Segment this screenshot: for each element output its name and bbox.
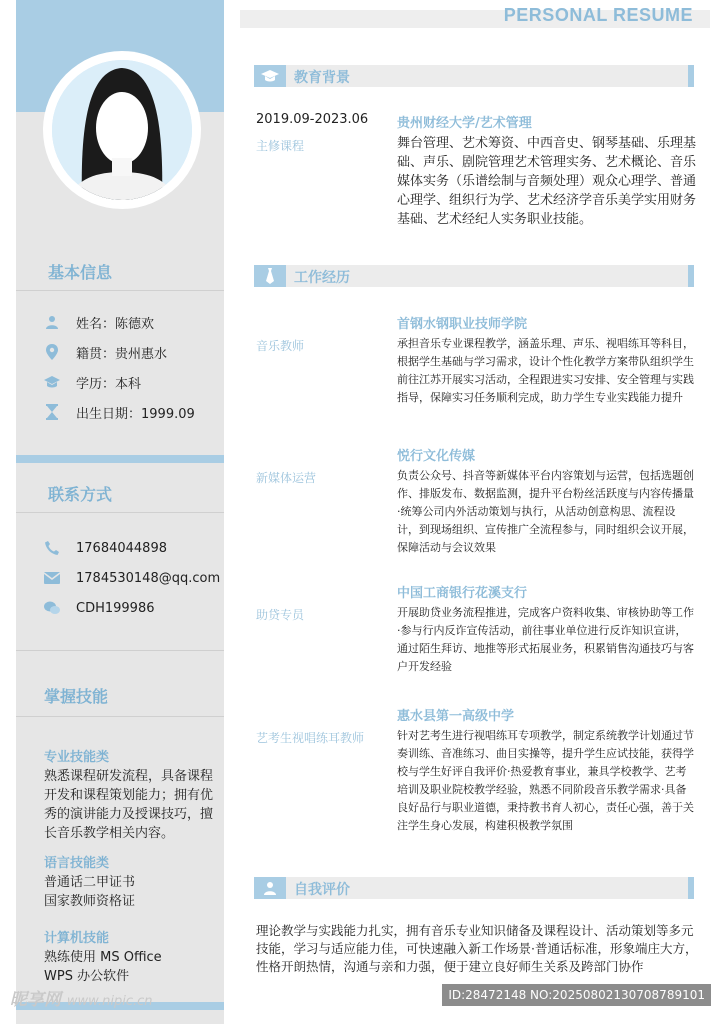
skill-group-text: 普通话二甲证书 国家教师资格证 [44,875,136,909]
basic-info-heading: 基本信息 [48,263,113,282]
info-hometown [44,342,167,362]
contact-email-text: 1784530148@qq.com [76,570,221,586]
self-eval-text: 理论教学与实践能力扎实，拥有音乐专业知识储备及课程设计、活动策划等多元技能，学习与适应能力佳，可快速融入新工作场景·普通话标准，形象端庄大方，性格开朗热情，沟通与亲和力强，便于建立良好师生关系及跨部门协作 [256,923,698,974]
divider [16,512,224,513]
self-eval-heading: 自我评价 [294,882,350,898]
skill-group-title: 专业技能类 [44,750,110,765]
job-description: 针对艺考生进行视唱练耳专项教学，制定系统教学计划通过节奏训练、音准练习、曲目实操等，提升学生应试技能，获得学校与学生好评自我评价·热爱教育事业，兼具学校教学、艺考培训及职业院校教学经验，熟悉不同阶段音乐教学需求·具备良好品行与职业道德，秉持教书育人初心，责任心强，善于关注学生身心发展，构建积极教学氛围 [397,729,694,832]
job-company: 悦行文化传媒 [397,449,476,464]
info-name-text: 姓名：陈德欢 [76,316,155,332]
education-courses: 舞台管理、艺术筹资、中西音史、钢琴基础、乐理基础、声乐、剧院管理艺术管理实务、艺术概论、音乐媒体实务（乐谱绘制与音频处理）观众心理学、普通心理学、组织行为学、艺术经济学音乐美学实用财务基础、艺术经纪人实务职业技能。 [397,136,697,227]
mail-icon [44,570,60,586]
job-role: 新媒体运营 [256,471,317,485]
avatar-photo [52,60,192,200]
info-education [44,372,141,392]
job-description: 开展助贷业务流程推进，完成客户资料收集、审核协助等工作·参与行内反诈宣传活动，前往事业单位进行反诈知识宣讲，通过陌生拜访、地推等形式拓展业务，积累销售沟通技巧与客户开发经验 [397,606,694,673]
education-label: 主修课程 [256,139,305,153]
avatar [52,60,192,200]
info-birth-text: 出生日期：1999.09 [76,406,195,422]
contact-heading: 联系方式 [48,485,113,504]
hourglass-icon [44,404,60,420]
info-hometown-text: 籍贯：贵州惠水 [76,346,168,362]
job-description: 负责公众号、抖音等新媒体平台内容策划与运营，包括选题创作、排版发布、数据监测，提升平台粉丝活跃度与内容传播量·统筹公司内外活动策划与执行，从活动创意构思、流程设计，到现场组织、宣传推广全流程参与，同时组织会议开展，保障活动与会议效果 [397,469,694,554]
education-date: 2019.09-2023.06 [256,112,369,127]
wechat-icon [44,600,60,616]
job-role: 艺考生视唱练耳教师 [256,731,365,745]
phone-icon [44,540,60,556]
person-icon [254,877,286,899]
contact-email [44,568,220,588]
watermark-url: www.nipic.cn [66,994,153,1009]
job-company: 首钢水钢职业技师学院 [397,317,528,332]
job-role: 助贷专员 [256,608,305,622]
graduation-cap-icon [254,65,286,87]
user-icon [44,314,60,330]
sidebar-band [16,455,224,463]
skill-group-title: 计算机技能 [44,931,110,946]
skill-group-title: 语言技能类 [44,856,110,871]
info-education-text: 学历：本科 [76,376,142,392]
tie-icon [254,265,286,287]
education-heading: 教育背景 [294,70,350,86]
watermark-brand [10,985,153,1010]
contact-wechat-text: CDH199986 [76,600,155,616]
skill-group-text: 熟练使用 MS Office WPS 办公软件 [44,950,162,984]
info-name [44,312,154,332]
info-birth [44,402,195,422]
watermark-brand-text: 昵享网 [10,990,61,1010]
education-icon [44,374,60,390]
education-school: 贵州财经大学/艺术管理 [397,116,532,131]
divider [16,716,224,717]
watermark-id: ID:28472148 NO:20250802130708789101 [442,984,711,1006]
job-company: 惠水县第一高级中学 [397,709,515,724]
skills-heading: 掌握技能 [44,687,109,706]
divider [16,290,224,291]
resume-title: PERSONAL RESUME [503,5,693,25]
contact-phone-text: 17684044898 [76,540,167,556]
job-description: 承担音乐专业课程教学，涵盖乐理、声乐、视唱练耳等科目，根据学生基础与学习需求，设计个性化教学方案带队组织学生前往江苏开展实习活动，全程跟进实习安排、安全管理与实践指导，保障实习任务顺利完成，助力学生专业实践能力提升 [397,337,694,404]
job-role: 音乐教师 [256,339,305,353]
contact-phone [44,538,167,558]
location-pin-icon [44,344,60,360]
job-company: 中国工商银行花溪支行 [397,586,528,601]
divider [16,650,224,651]
work-heading: 工作经历 [294,270,350,286]
contact-wechat [44,598,155,618]
skill-group-text: 熟悉课程研发流程，具备课程开发和课程策划能力；拥有优秀的演讲能力及授课技巧，擅长音乐教学相关内容。 [44,769,214,841]
